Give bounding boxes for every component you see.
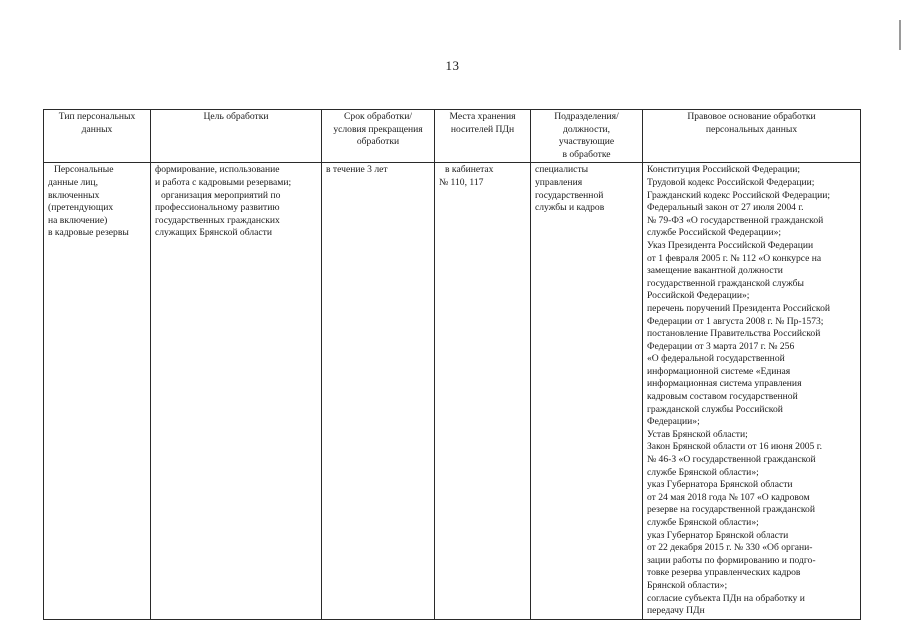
header-text-line: Срок обработки/ [344, 111, 412, 122]
cell-text-line: профессиональному развитию [155, 202, 280, 214]
header-text-line: Тип персональных [58, 111, 136, 122]
cell-text-line: гражданской службы Российской [647, 403, 783, 415]
scan-edge-mark [899, 20, 901, 50]
header-text-line: Правовое основание обработки [687, 111, 816, 122]
cell-text-line: «О федеральной государственной [647, 353, 785, 365]
cell-data-type [44, 163, 151, 619]
cell-text-line: Федеральный закон от 27 июля 2004 г. [647, 202, 804, 214]
cell-text-line: Брянской области»; [647, 579, 728, 591]
cell-text-line: резерве на государственной гражданской [647, 504, 815, 516]
cell-text-line: Конституция Российской Федерации; [647, 164, 801, 176]
cell-text-line: Российской Федерации»; [647, 290, 750, 302]
header-term [322, 110, 435, 163]
header-text-line: данных [81, 123, 113, 135]
cell-text-line: № 79-ФЗ «О государственной гражданской [647, 214, 824, 226]
cell-text-line: указ Губернатор Брянской области [647, 529, 789, 541]
header-text-line: носителей ПДн [450, 123, 515, 135]
cell-text-line: Федерации от 3 марта 2017 г. № 256 [647, 340, 795, 352]
cell-text-line: № 110, 117 [439, 176, 484, 188]
header-storage [435, 110, 531, 163]
cell-text-line: Федерации от 1 августа 2008 г. № Пр-1573; [647, 315, 824, 327]
cell-term [322, 163, 435, 619]
cell-text-line: Устав Брянской области; [647, 428, 748, 440]
personal-data-table [43, 109, 861, 620]
cell-text-line: перечень поручений Президента Российской [647, 302, 831, 314]
header-text-line: Подразделения/ [554, 111, 619, 122]
cell-text-line: согласие субъекта ПДн на обработку и [647, 592, 805, 604]
cell-text-line: от 24 мая 2018 года № 107 «О кадровом [647, 491, 810, 503]
header-text-line: должности, [562, 123, 611, 135]
cell-text-line: организация мероприятий по [161, 189, 281, 201]
cell-text-line: Федерации»; [647, 416, 700, 428]
cell-text-line: Гражданский кодекс Российской Федерации; [647, 189, 831, 201]
cell-departments [531, 163, 643, 619]
cell-text-line: № 46-З «О государственной гражданской [647, 454, 816, 466]
cell-text-line: Закон Брянской области от 16 июня 2005 г. [647, 441, 822, 453]
header-text-line: условия прекращения [333, 123, 423, 135]
cell-text-line: и работа с кадровыми резервами; [155, 176, 292, 188]
header-text-line: персональных данных [705, 123, 798, 135]
cell-text-line: государственной [535, 189, 604, 201]
cell-text-line: зации работы по формированию и подго- [647, 554, 816, 566]
cell-text-line: управления [535, 176, 583, 188]
cell-text-line: службы и кадров [535, 202, 605, 214]
cell-text-line: государственных гражданских [155, 214, 280, 226]
cell-text-line: данные лиц, [48, 176, 98, 188]
cell-purpose [151, 163, 322, 619]
header-text-line: участвующие [558, 136, 615, 148]
cell-text-line: государственной гражданской службы [647, 277, 804, 289]
cell-text-line: Указ Президента Российской Федерации [647, 239, 814, 251]
table-header-row [44, 110, 861, 163]
header-data-type [44, 110, 151, 163]
cell-text-line: служащих Брянской области [155, 227, 273, 239]
cell-text-line: от 22 декабря 2015 г. № 330 «Об органи- [647, 542, 813, 554]
cell-text-line: указ Губернатора Брянской области [647, 479, 793, 491]
header-text-line: Места хранения [449, 111, 516, 122]
table-row [44, 163, 861, 619]
cell-text-line: службе Российской Федерации»; [647, 227, 782, 239]
header-departments [531, 110, 643, 163]
cell-text-line: службе Брянской области»; [647, 466, 759, 478]
cell-text-line: передачу ПДн [647, 605, 705, 617]
cell-text-line: на включение) [48, 214, 108, 226]
header-legal-basis [643, 110, 861, 163]
cell-text-line: от 1 февраля 2005 г. № 112 «О конкурсе на [647, 252, 822, 264]
cell-text-line: в кабинетах [445, 164, 494, 176]
header-purpose [151, 110, 322, 163]
cell-legal-basis [643, 163, 861, 619]
header-text-line: обработки [356, 136, 400, 148]
cell-storage [435, 163, 531, 619]
cell-text-line: в течение 3 лет [326, 164, 388, 176]
cell-text-line: товке резерва управленческих кадров [647, 567, 801, 579]
page-number: 13 [445, 58, 460, 73]
cell-text-line: замещение вакантной должности [647, 265, 783, 277]
header-text-line: Цель обработки [203, 111, 269, 122]
cell-text-line: информационная система управления [647, 378, 802, 390]
cell-text-line: службе Брянской области»; [647, 517, 759, 528]
cell-text-line: специалисты [535, 164, 589, 176]
header-text-line: в обработке [562, 148, 611, 160]
cell-text-line: (претендующих [48, 202, 114, 214]
cell-text-line: Персональные [54, 164, 114, 176]
cell-text-line: включенных [48, 189, 100, 201]
cell-text-line: информационной системе «Единая [647, 365, 791, 377]
cell-text-line: в кадровые резервы [48, 227, 129, 239]
cell-text-line: кадровым составом государственной [647, 391, 798, 403]
cell-text-line: постановление Правительства Российской [647, 328, 821, 340]
cell-text-line: формирование, использование [155, 164, 280, 176]
cell-text-line: Трудовой кодекс Российской Федерации; [647, 176, 815, 188]
